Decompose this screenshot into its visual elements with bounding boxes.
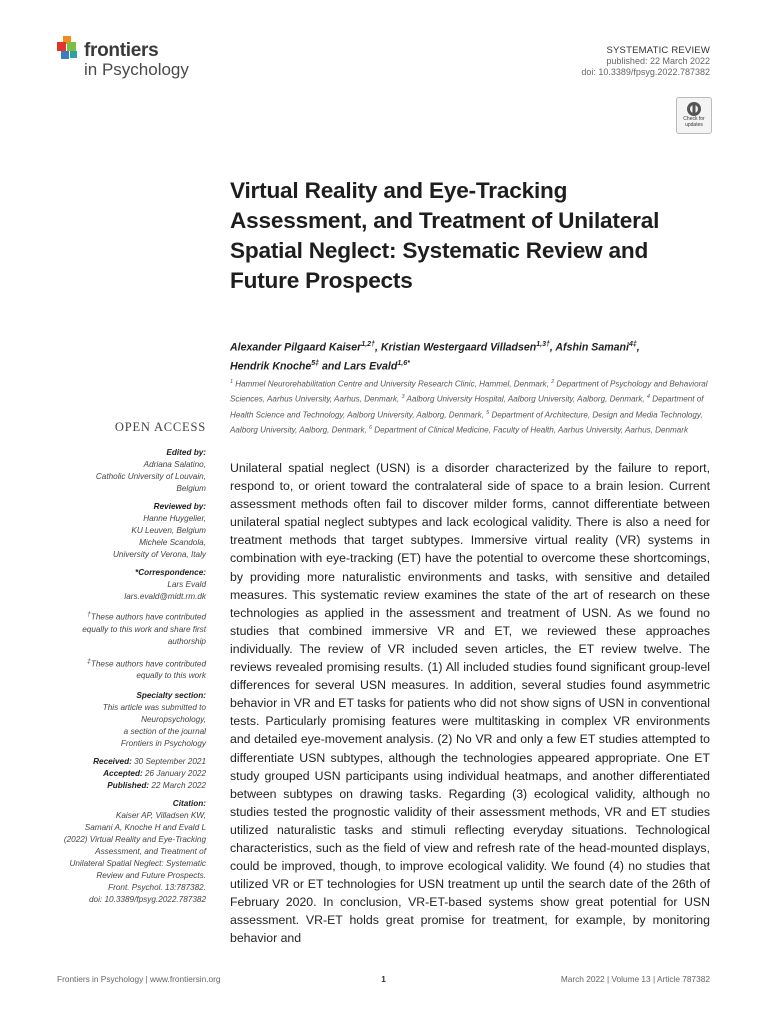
article-header-meta xyxy=(581,45,710,78)
author-separator: and xyxy=(319,360,344,373)
journal-logo[interactable] xyxy=(57,34,207,80)
reviewer-line: Michele Scandola, xyxy=(139,538,206,547)
crossmark-icon xyxy=(686,101,702,117)
citation-line: Assessment, and Treatment of xyxy=(95,847,206,857)
correspondent-name: Lars Evald xyxy=(167,580,206,589)
specialty-heading: Specialty section: xyxy=(136,691,206,701)
author-affiliation-sup: 1,6* xyxy=(397,359,410,367)
note-line: authorship xyxy=(167,636,206,646)
abstract-text: Unilateral spatial neglect (USN) is a disorder characterized by the failure to report, respond to, or orient toward the contralateral side of space to a brain lesion. Current assessment methods often fail to discover milder forms, cannot differentiate between unilateral spatial neglect subtypes and lack ecological validity. There is also a need for treatment methods that target subtypes. Immersive virtual reality (VR) systems in combination with eye-tracking (ET) have the potential to overcome these shortcomings, by providing more naturalistic environments and tasks, with sensitive and detailed measures. This systematic review examines the state of the art of research on these technologies as applied in the assessment and treatment of USN. As we found no studies that combined immersive VR and ET, we reviewed these approaches individually. The review of VR included seven articles, the ET review twelve. The reviews revealed promising results. (1) All included studies found significant group-level differences for several USN measures. In addition, several studies found asymmetric behavior in VR and ET tasks for patients who did not show signs of USN in conventional tests. Particularly promising features were multitasking in complex VR environments and detailed eye-movement analysis. (2) No VR and only a few ET studies attempted to differentiate USN subtypes, although the technologies appeared appropriate. One ET study grouped USN participants using individual heatmaps, and another differentiated between subtypes on drawing tasks. Regarding (3) ecological validity, although no studies tested the prognostic validity of their assessment methods, VR and ET studies utilized naturalistic tasks and stimuli reflecting everyday situations. Technological characteristics, such as the field of view and refresh rate of the head-mounted displays, could be improved, though, to improve ecological validity. We found (4) no studies that utilized VR or ET technologies for USN treatment up until the search date of the 26th of February 2020. In conclusion, VR-ET-based systems show great potential for USN assessment. VR-ET holds great promise for treatment, for example, by monitoring behavior and xyxy=(230,461,710,946)
note-line: equally to this work xyxy=(136,671,206,681)
affiliation-text: Department of Architecture, Design and Media Technology, Aalborg University, Aalborg, Denmark, xyxy=(230,410,703,435)
author-name[interactable]: Hendrik Knoche xyxy=(230,360,312,373)
author-name[interactable]: Alexander Pilgaard Kaiser xyxy=(230,341,362,354)
affiliation-number: 1 xyxy=(230,379,234,385)
crossmark-label-1: Check for xyxy=(683,116,705,122)
note-line: These authors have contributed xyxy=(90,612,206,622)
author-affiliation-sup: 5‡ xyxy=(311,359,320,367)
citation-line: Kaiser AP, Villadsen KW, xyxy=(115,811,206,821)
note-symbol: † xyxy=(87,611,91,618)
reviewer-line: KU Leuven, Belgium xyxy=(131,526,206,535)
open-access-label: OPEN ACCESS xyxy=(114,420,206,434)
frontiers-logo-icon xyxy=(57,36,81,62)
affiliation-text: Aalborg University Hospital, Aalborg University, Aalborg, Denmark, xyxy=(404,395,647,405)
correspondence-section xyxy=(36,567,206,603)
equal-contribution-note-2 xyxy=(36,656,206,683)
published-date: published: 22 March 2022 xyxy=(606,56,710,66)
reviewer-line: Hanne Huygelier, xyxy=(143,514,206,523)
received-value: 30 September 2021 xyxy=(131,757,206,767)
affiliations xyxy=(230,376,710,438)
author-affiliation-sup: 4‡ xyxy=(628,341,637,348)
citation-section xyxy=(36,798,206,906)
article-sidebar xyxy=(36,447,206,912)
published-label: Published: xyxy=(107,781,150,791)
article-type: SYSTEMATIC REVIEW xyxy=(606,45,710,56)
crossmark-label-2: updates xyxy=(685,121,703,128)
logo-journal-name: in Psychology xyxy=(84,60,189,79)
author-list xyxy=(230,337,710,374)
footer-issue-info: March 2022 | Volume 13 | Article 787382 xyxy=(560,974,710,984)
edited-by-heading: Edited by: xyxy=(166,448,206,457)
author-name[interactable]: Lars Evald xyxy=(343,360,398,373)
affiliation-text: Department of Psychology and Behavioral Sciences, Aarhus University, Aarhus, Denmark, xyxy=(230,379,708,405)
author-name[interactable]: Afshin Samani xyxy=(555,341,629,354)
note-line: equally to this work and share first xyxy=(82,624,206,634)
author-separator: , xyxy=(374,341,381,354)
citation-line: (2022) Virtual Reality and Eye-Tracking xyxy=(63,835,206,845)
affiliation-text: Department of Health Science and Technology, Aalborg University, Aalborg, Denmark, xyxy=(230,395,704,420)
author-name[interactable]: Kristian Westergaard Villadsen xyxy=(380,341,537,354)
citation-line: Samani A, Knoche H and Evald L xyxy=(84,823,206,833)
specialty-line: Frontiers in Psychology xyxy=(120,739,206,749)
received-label: Received: xyxy=(93,757,132,767)
specialty-line: a section of the journal xyxy=(123,727,206,737)
editor-line: Adriana Salatino, xyxy=(143,460,206,469)
affiliation-number: 4 xyxy=(646,394,650,401)
editor-line: Catholic University of Louvain, xyxy=(95,472,206,481)
dates-section xyxy=(36,756,206,792)
affiliation-number: 3 xyxy=(401,394,405,401)
author-separator: , xyxy=(636,341,640,354)
author-separator: , xyxy=(549,341,556,354)
editor-line: Belgium xyxy=(176,484,206,493)
crossmark-badge[interactable] xyxy=(676,97,712,134)
author-affiliation-sup: 1,3† xyxy=(536,341,550,348)
footer-journal-link[interactable]: Frontiers in Psychology | www.frontiersin.org xyxy=(57,974,221,984)
author-affiliation-sup: 1,2† xyxy=(361,341,375,348)
affiliation-number: 5 xyxy=(486,409,490,416)
correspondent-email[interactable]: lars.evald@midt.rm.dk xyxy=(124,592,206,601)
reviewed-by-heading: Reviewed by: xyxy=(153,502,206,511)
edited-by-section xyxy=(36,447,206,495)
page-number: 1 xyxy=(381,974,386,984)
citation-line: Front. Psychol. 13:787382. xyxy=(108,883,206,893)
specialty-line: Neuropsychology, xyxy=(141,715,206,725)
reviewed-by-section xyxy=(36,501,206,561)
equal-contribution-note-1 xyxy=(36,609,206,648)
note-line: These authors have contributed xyxy=(90,659,206,669)
specialty-line: This article was submitted to xyxy=(102,703,206,713)
published-value: 22 March 2022 xyxy=(149,781,206,791)
affiliation-number: 6 xyxy=(369,425,373,432)
citation-line: Unilateral Spatial Neglect: Systematic xyxy=(69,859,206,869)
article-doi[interactable]: doi: 10.3389/fpsyg.2022.787382 xyxy=(581,67,710,77)
article-title: Virtual Reality and Eye-Tracking Assessment, and Treatment of Unilateral Spatial Neglect: Systematic Review and Future Prospects xyxy=(230,178,660,293)
citation-line: Review and Future Prospects. xyxy=(96,871,206,881)
citation-doi[interactable]: doi: 10.3389/fpsyg.2022.787382 xyxy=(89,895,206,905)
affiliation-text: Department of Clinical Medicine, Faculty of Health, Aarhus University, Aarhus, Denmark xyxy=(372,425,688,435)
accepted-label: Accepted: xyxy=(103,769,143,779)
accepted-value: 26 January 2022 xyxy=(142,769,206,779)
logo-brand: frontiers xyxy=(84,40,159,61)
affiliation-text: Hammel Neurorehabilitation Centre and University Research Clinic, Hammel, Denmark, xyxy=(233,379,552,389)
citation-heading: Citation: xyxy=(172,799,206,809)
affiliation-number: 2 xyxy=(551,379,555,385)
specialty-section xyxy=(36,690,206,750)
reviewer-line: University of Verona, Italy xyxy=(113,550,206,559)
correspondence-heading: *Correspondence: xyxy=(135,568,206,577)
note-symbol: ‡ xyxy=(87,657,91,665)
